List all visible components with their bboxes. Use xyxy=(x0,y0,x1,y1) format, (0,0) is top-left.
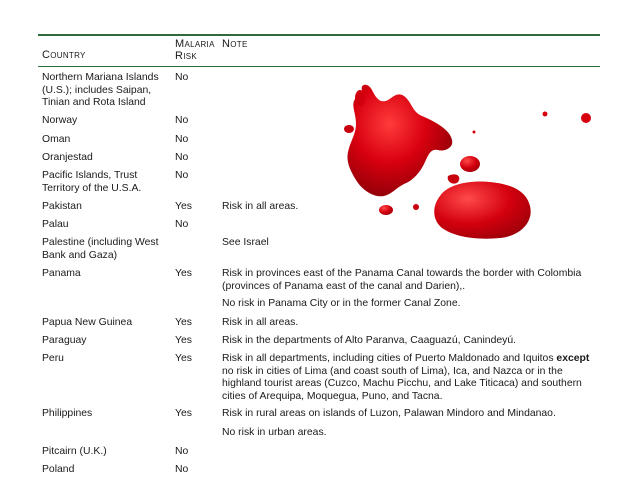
country-cell: Philippines xyxy=(42,408,93,419)
risk-cell: Yes xyxy=(175,335,192,346)
peru-note-text-cont: no risk in cities of Lima (and coast south of Lima), Ica, and Nazca or in the highland tourist areas (Cuzco, Machu Picchu, and Lake Titicaca) and southern cities of Arequipa, Moquegua, Puno, and Tacna. xyxy=(222,365,582,402)
risk-cell: Yes xyxy=(175,353,192,364)
country-cell: Pacific Islands, Trust Territory of the U.S.A. xyxy=(42,170,142,194)
risk-cell: No xyxy=(175,72,189,83)
header-malaria-label: Malaria xyxy=(175,38,215,50)
risk-cell: No xyxy=(175,115,189,126)
header-country-label: Country xyxy=(42,49,86,61)
note-cell xyxy=(222,353,597,403)
note-cell: Risk in the departments of Alto Paranva, Caaguazú, Canindeyú. xyxy=(222,335,516,346)
note-cell: Risk in all areas. xyxy=(222,201,299,212)
country-cell: Peru xyxy=(42,353,64,364)
risk-cell: No xyxy=(175,446,189,457)
country-cell: Northern Mariana Islands (U.S.); includes Saipan, Tinian and Rota Island xyxy=(42,72,159,108)
risk-cell: Yes xyxy=(175,317,192,328)
risk-cell: Yes xyxy=(175,408,192,419)
note-cell: Risk in all areas. xyxy=(222,317,299,328)
risk-cell: Yes xyxy=(175,201,192,212)
country-cell: Pakistan xyxy=(42,201,82,212)
country-cell: Oman xyxy=(42,134,71,145)
country-cell: Pitcairn (U.K.) xyxy=(42,446,107,457)
header-country xyxy=(42,50,86,62)
country-cell: Palau xyxy=(42,219,69,230)
risk-cell: No xyxy=(175,134,189,145)
country-cell: Panama xyxy=(42,268,81,279)
note-cell: No risk in urban areas. xyxy=(222,427,327,438)
country-cell: Paraguay xyxy=(42,335,87,346)
note-cell: Risk in provinces east of the Panama Canal towards the border with Colombia (provinces of Panama east of the canal and Darien),. xyxy=(222,268,582,292)
header-malaria-risk xyxy=(175,39,215,62)
top-rule xyxy=(38,34,600,36)
note-cell: See Israel xyxy=(222,237,269,248)
header-rule xyxy=(38,66,600,67)
header-note xyxy=(222,39,248,51)
note-cell: No risk in Panama City or in the former Canal Zone. xyxy=(222,298,461,309)
country-cell: Oranjestad xyxy=(42,152,93,163)
country-cell: Papua New Guinea xyxy=(42,317,133,328)
risk-cell: No xyxy=(175,219,189,230)
header-risk-label: Risk xyxy=(175,49,198,62)
blood-splat-main xyxy=(347,85,452,197)
note-cell: Risk in rural areas on islands of Luzon, Palawan Mindoro and Mindanao. xyxy=(222,408,556,419)
country-cell: Palestine (including West Bank and Gaza) xyxy=(42,237,159,261)
risk-cell: No xyxy=(175,152,189,163)
header-note-label: Note xyxy=(222,38,248,50)
peru-note-emphasis: except xyxy=(556,353,590,364)
risk-cell: No xyxy=(175,464,189,475)
country-cell: Poland xyxy=(42,464,75,475)
risk-cell: Yes xyxy=(175,268,192,279)
peru-note-text: Risk in all departments, including cities of Puerto Maldonado and Iquitos xyxy=(222,353,557,364)
risk-cell: No xyxy=(175,170,189,181)
country-cell: Norway xyxy=(42,115,78,126)
